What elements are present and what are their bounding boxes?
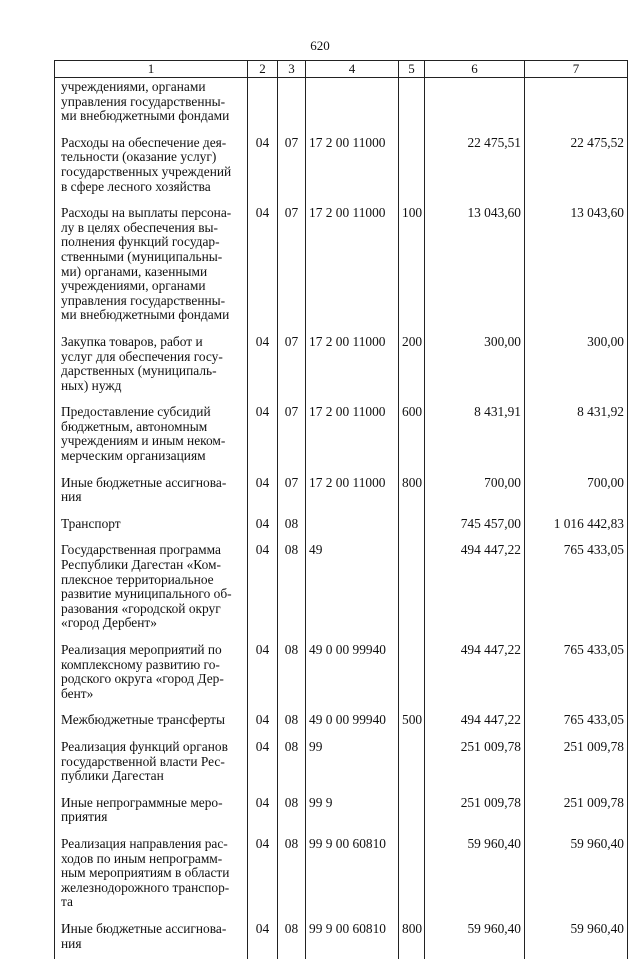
expense-item-line: услуг для обеспечения госу- bbox=[61, 348, 223, 364]
amount-year-1: 251 009,78 bbox=[425, 738, 525, 794]
expense-item-name bbox=[55, 474, 248, 515]
amount-year-1 bbox=[425, 78, 525, 134]
target-article-code: 17 2 00 11000 bbox=[306, 474, 399, 515]
target-article-code: 99 9 00 60810 bbox=[306, 835, 399, 920]
expense-item-line: в сфере лесного хозяйства bbox=[61, 178, 211, 194]
expense-item-line: Реализация направления рас- bbox=[61, 835, 228, 851]
subsection-code: 08 bbox=[278, 920, 306, 959]
subsection-code: 07 bbox=[278, 134, 306, 204]
expense-item-line: Республики Дагестан «Ком- bbox=[61, 557, 221, 573]
expense-item-line: ственными (муниципальны- bbox=[61, 248, 223, 264]
expense-item-line: Расходы на обеспечение дея- bbox=[61, 134, 227, 150]
expense-item-line: публики Дагестан bbox=[61, 768, 164, 784]
table-row bbox=[55, 204, 628, 333]
amount-year-2: 22 475,52 bbox=[525, 134, 628, 204]
amount-year-1: 59 960,40 bbox=[425, 920, 525, 959]
expense-type-code: 600 bbox=[399, 403, 425, 473]
amount-year-2: 765 433,05 bbox=[525, 541, 628, 641]
expense-type-code bbox=[399, 78, 425, 134]
expense-type-code bbox=[399, 541, 425, 641]
expense-item-name bbox=[55, 515, 248, 542]
subsection-code: 08 bbox=[278, 835, 306, 920]
table-row bbox=[55, 641, 628, 711]
section-code: 04 bbox=[248, 541, 278, 641]
section-code: 04 bbox=[248, 403, 278, 473]
expense-item-line: комплексному развитию го- bbox=[61, 656, 220, 672]
target-article-code bbox=[306, 78, 399, 134]
expense-item-line: родского округа «город Дер- bbox=[61, 671, 224, 687]
expense-item-line: ми) органами, казенными bbox=[61, 263, 208, 279]
expense-item-line: учреждениями, органами bbox=[61, 79, 206, 94]
amount-year-2: 8 431,92 bbox=[525, 403, 628, 473]
target-article-code: 17 2 00 11000 bbox=[306, 403, 399, 473]
subsection-code: 08 bbox=[278, 641, 306, 711]
column-header: 3 bbox=[278, 61, 306, 78]
amount-year-1: 494 447,22 bbox=[425, 541, 525, 641]
expense-type-code: 500 bbox=[399, 711, 425, 738]
amount-year-1: 700,00 bbox=[425, 474, 525, 515]
expense-item-name bbox=[55, 78, 248, 134]
section-code: 04 bbox=[248, 204, 278, 333]
expense-item-line: Реализация функций органов bbox=[61, 738, 228, 754]
expense-item-name bbox=[55, 835, 248, 920]
expense-item-line: Транспорт bbox=[61, 515, 121, 531]
section-code bbox=[248, 78, 278, 134]
amount-year-1: 494 447,22 bbox=[425, 641, 525, 711]
amount-year-2: 300,00 bbox=[525, 333, 628, 403]
expense-type-code: 200 bbox=[399, 333, 425, 403]
amount-year-1: 59 960,40 bbox=[425, 835, 525, 920]
table-row bbox=[55, 541, 628, 641]
subsection-code: 08 bbox=[278, 794, 306, 835]
expense-item-line: «город Дербент» bbox=[61, 615, 157, 631]
expense-item-line: развитие муниципального об- bbox=[61, 586, 232, 602]
table-row bbox=[55, 515, 628, 542]
section-code: 04 bbox=[248, 134, 278, 204]
expense-item-line: Предоставление субсидий bbox=[61, 404, 211, 420]
expense-type-code: 800 bbox=[399, 920, 425, 959]
expense-type-code: 100 bbox=[399, 204, 425, 333]
subsection-code: 07 bbox=[278, 333, 306, 403]
expense-type-code bbox=[399, 515, 425, 542]
section-code: 04 bbox=[248, 711, 278, 738]
expense-type-code: 800 bbox=[399, 474, 425, 515]
column-header: 4 bbox=[306, 61, 399, 78]
subsection-code: 07 bbox=[278, 403, 306, 473]
expense-item-line: управления государственны- bbox=[61, 292, 226, 308]
table-row bbox=[55, 794, 628, 835]
expense-item-line: Иные непрограммные меро- bbox=[61, 794, 223, 810]
expense-item-line: ми внебюджетными фондами bbox=[61, 307, 230, 323]
expense-item-name bbox=[55, 333, 248, 403]
column-header: 5 bbox=[399, 61, 425, 78]
expense-item-line: бюджетным, автономным bbox=[61, 418, 208, 434]
section-code: 04 bbox=[248, 738, 278, 794]
budget-table bbox=[54, 60, 628, 959]
expense-item-line: железнодорожного транспор- bbox=[61, 879, 230, 895]
amount-year-2 bbox=[525, 78, 628, 134]
table-row bbox=[55, 333, 628, 403]
expense-item-line: Государственная программа bbox=[61, 542, 221, 558]
page-number: 620 bbox=[310, 38, 330, 53]
expense-type-code bbox=[399, 641, 425, 711]
table-row bbox=[55, 403, 628, 473]
table-row bbox=[55, 474, 628, 515]
table-row bbox=[55, 835, 628, 920]
expense-item-line: Реализация мероприятий по bbox=[61, 642, 222, 657]
expense-item-line: полнения функций государ- bbox=[61, 234, 220, 250]
expense-item-line: ния bbox=[61, 935, 82, 951]
subsection-code: 08 bbox=[278, 711, 306, 738]
expense-item-line: плексное территориальное bbox=[61, 571, 214, 587]
expense-item-line: учреждениями, органами bbox=[61, 278, 206, 294]
subsection-code: 08 bbox=[278, 515, 306, 542]
target-article-code: 49 0 00 99940 bbox=[306, 711, 399, 738]
expense-item-line: мерческим организациям bbox=[61, 448, 206, 464]
expense-item-name bbox=[55, 920, 248, 959]
expense-item-line: управления государственны- bbox=[61, 93, 226, 109]
expense-item-line: учреждениям и иным неком- bbox=[61, 433, 226, 449]
expense-item-name bbox=[55, 541, 248, 641]
expense-item-name bbox=[55, 134, 248, 204]
subsection-code: 07 bbox=[278, 474, 306, 515]
amount-year-2: 13 043,60 bbox=[525, 204, 628, 333]
column-header: 2 bbox=[248, 61, 278, 78]
column-header: 1 bbox=[55, 61, 248, 78]
table-row bbox=[55, 711, 628, 738]
amount-year-2: 765 433,05 bbox=[525, 641, 628, 711]
amount-year-1: 13 043,60 bbox=[425, 204, 525, 333]
expense-item-line: Иные бюджетные ассигнова- bbox=[61, 920, 227, 936]
column-header: 6 bbox=[425, 61, 525, 78]
expense-item-line: та bbox=[61, 894, 73, 910]
section-code: 04 bbox=[248, 333, 278, 403]
expense-type-code bbox=[399, 794, 425, 835]
amount-year-2: 251 009,78 bbox=[525, 794, 628, 835]
amount-year-1: 494 447,22 bbox=[425, 711, 525, 738]
expense-item-line: Иные бюджетные ассигнова- bbox=[61, 474, 227, 490]
expense-item-name bbox=[55, 403, 248, 473]
amount-year-1: 300,00 bbox=[425, 333, 525, 403]
table-row bbox=[55, 920, 628, 959]
expense-item-line: Межбюджетные трансферты bbox=[61, 712, 225, 728]
expense-type-code bbox=[399, 134, 425, 204]
amount-year-1: 251 009,78 bbox=[425, 794, 525, 835]
table-row bbox=[55, 134, 628, 204]
expense-item-line: государственной власти Рес- bbox=[61, 753, 225, 769]
amount-year-1: 8 431,91 bbox=[425, 403, 525, 473]
table-row bbox=[55, 78, 628, 134]
target-article-code: 49 bbox=[306, 541, 399, 641]
expense-item-line: ных) нужд bbox=[61, 377, 122, 393]
expense-type-code bbox=[399, 835, 425, 920]
section-code: 04 bbox=[248, 835, 278, 920]
target-article-code: 99 9 00 60810 bbox=[306, 920, 399, 959]
amount-year-2: 59 960,40 bbox=[525, 835, 628, 920]
target-article-code: 17 2 00 11000 bbox=[306, 204, 399, 333]
expense-item-line: ным мероприятиям в области bbox=[61, 865, 230, 881]
expense-item-line: дарственных (муниципаль- bbox=[61, 363, 217, 379]
subsection-code: 08 bbox=[278, 541, 306, 641]
subsection-code: 07 bbox=[278, 204, 306, 333]
amount-year-2: 765 433,05 bbox=[525, 711, 628, 738]
target-article-code: 17 2 00 11000 bbox=[306, 134, 399, 204]
target-article-code: 17 2 00 11000 bbox=[306, 333, 399, 403]
column-header: 7 bbox=[525, 61, 628, 78]
expense-item-line: ходов по иным непрограмм- bbox=[61, 850, 223, 866]
expense-type-code bbox=[399, 738, 425, 794]
section-code: 04 bbox=[248, 641, 278, 711]
table-row bbox=[55, 738, 628, 794]
target-article-code: 49 0 00 99940 bbox=[306, 641, 399, 711]
subsection-code bbox=[278, 78, 306, 134]
expense-item-line: разования «городской округ bbox=[61, 600, 221, 616]
expense-item-line: ми внебюджетными фондами bbox=[61, 108, 230, 124]
section-code: 04 bbox=[248, 474, 278, 515]
target-article-code: 99 bbox=[306, 738, 399, 794]
expense-item-line: тельности (оказание услуг) bbox=[61, 149, 217, 165]
section-code: 04 bbox=[248, 920, 278, 959]
expense-item-line: Расходы на выплаты персона- bbox=[61, 205, 232, 221]
table-header-row bbox=[55, 61, 628, 78]
target-article-code: 99 9 bbox=[306, 794, 399, 835]
expense-item-name bbox=[55, 204, 248, 333]
amount-year-1: 22 475,51 bbox=[425, 134, 525, 204]
subsection-code: 08 bbox=[278, 738, 306, 794]
amount-year-2: 1 016 442,83 bbox=[525, 515, 628, 542]
amount-year-2: 59 960,40 bbox=[525, 920, 628, 959]
expense-item-line: ния bbox=[61, 489, 82, 505]
amount-year-2: 700,00 bbox=[525, 474, 628, 515]
expense-item-name bbox=[55, 641, 248, 711]
expense-item-line: Закупка товаров, работ и bbox=[61, 333, 203, 349]
expense-item-line: лу в целях обеспечения вы- bbox=[61, 219, 219, 235]
expense-item-name bbox=[55, 738, 248, 794]
amount-year-2: 251 009,78 bbox=[525, 738, 628, 794]
expense-item-line: бент» bbox=[61, 685, 94, 701]
target-article-code bbox=[306, 515, 399, 542]
expense-item-name bbox=[55, 711, 248, 738]
section-code: 04 bbox=[248, 794, 278, 835]
expense-item-name bbox=[55, 794, 248, 835]
section-code: 04 bbox=[248, 515, 278, 542]
amount-year-1: 745 457,00 bbox=[425, 515, 525, 542]
expense-item-line: государственных учреждений bbox=[61, 163, 232, 179]
expense-item-line: приятия bbox=[61, 809, 108, 825]
